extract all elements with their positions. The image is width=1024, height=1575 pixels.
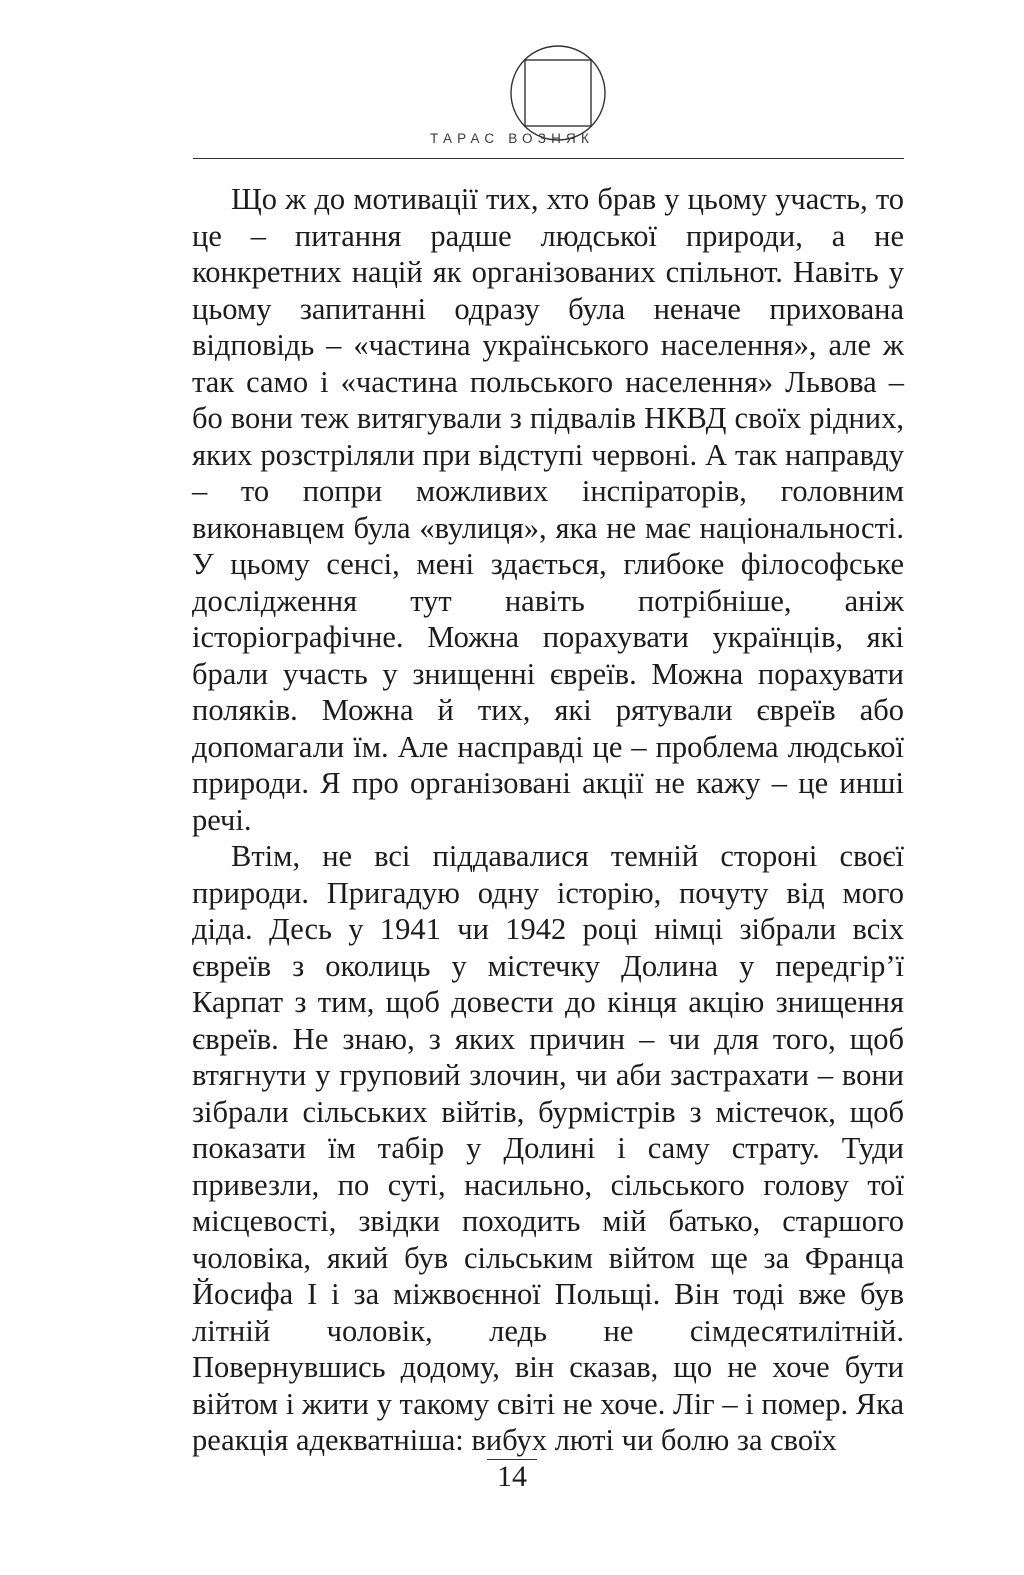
page-number-block [0,1459,1024,1493]
running-head: ТАРАС ВОЗНЯК [429,131,595,146]
header-rule [193,158,904,159]
paragraph: Втім, не всі піддавалися темній стороні своєї природи. Пригадую одну історію, почуту від мого діда. Десь у 1941 чи 1942 році німці зібрали всіх євреїв з околиць у містечку Долина у передгір’ї Карпат з тим, щоб довести до кінця акцію знищення євреїв. Не знаю, з яких причин – чи для того, щоб втягнути у груповий злочин, чи аби застрахати – вони зібрали сільських війтів, бурмістрів з містечок, щоб показати їм табір у Долині і саму страту. Туди привезли, по суті, насильно, сільського голову тої місцевості, звідки походить мій батько, старшого чоловіка, який був сільським війтом ще за Франца Йосифа I і за міжвоєнної Польщі. Він тоді вже був літній чоловік, ледь не сімдесятилітній. Повернувшись додому, він сказав, що не хоче бути війтом і жити у такому світі не хоче. Ліг – і помер. Яка реакція адекватніша: вибух люті чи болю за своїх [192,839,904,1457]
paragraph: Що ж до мотивації тих, хто брав у цьому участь, то це – питання радше людської природи, а не конкретних націй як організованих спільнот. Навіть у цьому запитанні одразу була неначе прихована відповідь – «частина українського населення», але ж так само і «частина польського населення» Львова – бо вони теж витягували з підвалів НКВД своїх рідних, яких розстріляли при відступі червоні. А так направду – то попри можливих інспіраторів, головним виконавцем була «вулиця», яка не має національності. У цьому сенсі, мені здається, глибоке філософське дослідження тут навіть потрібніше, аніж історіографічне. Можна порахувати українців, які брали участь у знищенні євреїв. Можна порахувати поляків. Можна й тих, які рятували євреїв або допомагали їм. Але насправді це – проблема людської природи. Я про організовані акції не кажу – це инші речі. [192,182,904,837]
page-number: 14 [497,1460,527,1493]
body-text [192,181,904,1459]
circle-square-emblem-icon [509,44,607,142]
